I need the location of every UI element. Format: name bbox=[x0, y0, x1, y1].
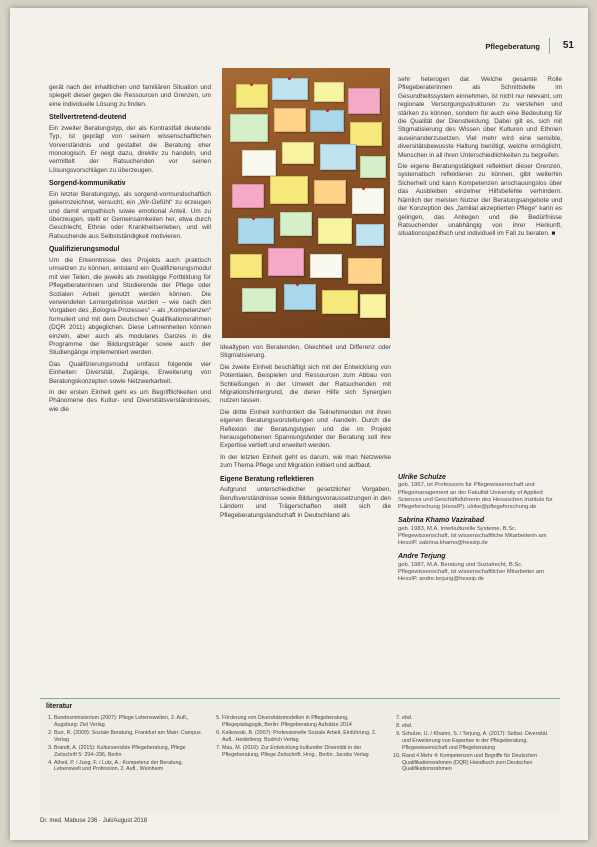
author-name: Andre Terjung bbox=[398, 553, 446, 561]
sticky-note bbox=[272, 78, 308, 100]
paragraph: Ein letzter Beratungstyp, als sorgend-vormundschaftlich gekennzeichnet, versucht, ein „Wir-Gefühl“ zu erzeugen und damit empathisch sowie emotional Anteil. Um zu überzeugen, stellt er Gemeinsamkeiten her, etwa durch Geschlecht, Ethnie oder Krankheitserleben, und will Ratsuchende aus Selbstständigkeit motivieren. bbox=[49, 190, 211, 240]
sticky-note bbox=[284, 284, 316, 310]
sticky-note bbox=[322, 290, 358, 314]
literature-item: 8. ebd. bbox=[402, 723, 556, 730]
literature-item: 1. Bundesministerium (2007): Pflege Lebenswelten, 2. Aufl., Augsburg: Ziel Verlag bbox=[54, 715, 202, 728]
pin-icon bbox=[362, 187, 365, 190]
literature-item: 3. Brandt, A. (2015): Kultursensible Pflegeberatung, Pflege Zeitschrift 5: 294–296, Berlin bbox=[54, 745, 202, 758]
author-name: Sabrina Khamo Vazirabad bbox=[398, 517, 485, 525]
paragraph: gerät nach der inhaltlichen und familiären Situation und spiegelt dieser gegen die Ressourcen und Grenzen, um eine individuelle Lösung zu finden. bbox=[49, 84, 211, 108]
sticky-note bbox=[282, 142, 314, 164]
literature-title: literatur bbox=[46, 703, 73, 710]
paragraph: sehr heterogen dar. Welche gesamte Rolle Pflegeberaterinnen als Schnittstelle im Gesundheitssystem einnehmen, ist nicht nur relevant, um regionale Versorgungsstrukturen zu verstehen und stärken zu können, sondern für auch eine Bedeutung für die Qualität der Dienstleistung. Dabei gilt es, sich mit Stigmatisierung des Wissen über Kulturen und Ethnien auseinanderzusetzen. Viel mehr wird eine sensible, diversitätsbewusste Haltung benötigt, welche ermöglicht, Menschen in all ihren Unterschiedlichkeiten zu begreifen. bbox=[398, 76, 562, 159]
page-footer: Dr. med. Mabuse 236 · Juli/August 2018 bbox=[40, 818, 148, 824]
paragraph: In der ersten Einheit geht es um Begrifflichkeiten und Phänomene des Kultur- und Diversitätsverständnisses, wie die bbox=[49, 388, 211, 413]
column-left bbox=[49, 84, 211, 690]
author-bio: geb. 1987, M.A. Beratung und Sozialrecht, B.Sc. Pflegewissenschaft, ist wissenschaftlicher Mitarbeiter am HessIP. andre.terjung@hessip.de bbox=[398, 561, 544, 583]
pin-icon bbox=[250, 83, 253, 86]
sticky-note bbox=[242, 288, 276, 312]
author-name: Ulrike Schulze bbox=[398, 474, 446, 481]
sticky-note bbox=[230, 254, 262, 278]
sticky-note bbox=[230, 114, 268, 142]
sticky-note bbox=[348, 88, 380, 114]
sticky-note bbox=[242, 150, 276, 176]
literature-item: 7. ebd. bbox=[402, 715, 556, 722]
sticky-note bbox=[232, 184, 264, 208]
literature-item: 7. Mau, M. (2016): Zur Entwicklung kultureller Diversität in der Pflegeberatung, Pflege Zeitschrift, Hrsg., Berlin: Jacobs Verlag bbox=[222, 745, 380, 758]
pin-icon bbox=[288, 77, 291, 80]
literature-item: 5. Förderung von Diversitätsmodellen in Pflegeberatung, Pflegepädagogik, Berlin: Pflegeberatung Aufsätze 2014 bbox=[222, 715, 380, 728]
paragraph: Ein zweiter Beratungstyp, der als Kontrastfall deutende Typ, ist geprägt von seinem wissenschaftlichen Vorverständnis und gestaltet die Beratung eher monologisch. Er neigt dazu, direktiv zu handeln, und vermittelt der Ratsuchenden vor seinen Lösungsvorschlägen zu überzeugen. bbox=[49, 124, 211, 174]
sticky-note bbox=[314, 180, 346, 204]
paragraph: Die dritte Einheit konfrontiert die Teilnehmenden mit ihren eigenen Beratungsvorstellungen und -handeln. Durch die Reflexion der Beratungstypen und die im Projekt herausgehobenen Spannungsfelder der Beratung soll ihre Expertise vertieft und erweitert werden. bbox=[220, 408, 391, 450]
subheading-eigene-beratung: Eigene Beratung reflektieren bbox=[220, 475, 314, 483]
literature-item: 10. Rand 4 Mehr 4: Kompetenzen und Begriffe für Deutschen Qualifikationsrahmen (DQR) Handbuch zum Deutschen Qualifikationsrahmen bbox=[402, 753, 556, 773]
subheading-qualifizierung: Qualifizierungsmodul bbox=[49, 246, 120, 254]
paragraph: Das Qualifizierungsmodul umfasst folgende vier Einheiten: Diversität, Zugänge, Erweiterung von Beratungskonzepten sowie Netzwerkarbeit. bbox=[49, 360, 211, 385]
author-bios bbox=[398, 468, 562, 688]
sticky-note bbox=[352, 188, 384, 214]
paragraph: Um die Erkenntnisse des Projekts auch praktisch umsetzen zu können, entstand ein Qualifizierungsmodul mit vier Teilen, die jeweils als zweitägige Fortbildung für Pflegeberaterinnen und Studierende der Pflege oder Sozialen Arbeit genutzt werden können. Die verwendeten Lernergebnisse wurden – wie nach den Vorgaben des „Bologna-Prozesses“ – als „Kompetenzen“ formuliert und mit dem Deutschen Qualifikationsrahmen (DQR 2011) abgeglichen. Diese Lehreinheiten können einzeln, aber auch als modulares Ganzes in die Programme der Bildungsträger sowie auch der Studiengänge implementiert werden. bbox=[49, 256, 211, 357]
paragraph: Idealtypen von Beratenden, Gleichheit und Differenz oder Stigmatisierung. bbox=[220, 344, 391, 360]
pin-icon bbox=[296, 283, 299, 286]
paragraph: Aufgrund unterschiedlicher gesetzlicher Vorgaben, Berufsverständnisse sowie Bildungsvoraussetzungen in den Ländern und Trägerschaften stellt sich die Pflegeberatungslandschaft in Deutschland als bbox=[220, 486, 391, 519]
sticky-note bbox=[350, 122, 382, 146]
subheading-stellvertretend: Stellvertretend-deutend bbox=[49, 114, 127, 122]
running-header bbox=[10, 38, 588, 60]
paragraph bbox=[398, 163, 562, 239]
sticky-note bbox=[360, 156, 386, 178]
literature-item: 6. Kalkowski, B. (2007): Professionelle Soziale Arbeit, Einführung, 2. Aufl., Heidelberg: Budrich Verlag bbox=[222, 730, 380, 743]
subheading-sorgend: Sorgend-kommunikativ bbox=[49, 180, 126, 188]
magazine-page bbox=[10, 8, 588, 840]
sticky-note bbox=[236, 84, 268, 108]
author-bio: geb. 1967, ist Professorin für Pflegewissenschaft und Pflegemanagement an der Fakultät University of Applied Sciences und Geschäftsführerin des Hessischen Instituts für Pflegeforschung (HessIP). ulrike@pflegeforschung.de bbox=[398, 482, 553, 511]
literature-column bbox=[212, 715, 380, 760]
sticky-note bbox=[310, 110, 344, 132]
literature-item: 9. Schulze, U. / Khamo, S. / Terjung, A. (2017): Selbst. Diversität und Erweiterung von Expertise in der Pflegeberatung, Pflegewissenschaft und Pflegeberatung bbox=[402, 731, 556, 751]
paragraph: In der letzten Einheit geht es darum, wie man Netzwerke zum Thema Pflege und Migration initiiert und aufbaut. bbox=[220, 453, 391, 470]
page-number: 51 bbox=[562, 40, 574, 51]
sticky-note bbox=[314, 82, 344, 102]
sticky-note bbox=[238, 218, 274, 244]
literature-item: 2. Burr, R. (2009): Soziale Beratung, Frankfurt am Main: Campus Verlag bbox=[54, 730, 202, 743]
photo-pinboard bbox=[222, 68, 390, 338]
literature-column bbox=[392, 715, 556, 775]
paragraph: Die zweite Einheit beschäftigt sich mit der Entwicklung von Potentialen, Beispielen und Ressourcen zum Abbau von Schließungen in der Umwelt der Ratsuchenden mit Migrationshintergrund, die deren Hilfe sich Synergien nutzen lassen. bbox=[220, 363, 391, 405]
section-title: Pflegeberatung bbox=[485, 42, 540, 51]
sticky-note bbox=[320, 144, 356, 170]
literature-column bbox=[44, 715, 202, 775]
sticky-note bbox=[268, 248, 304, 276]
column-right bbox=[398, 76, 562, 466]
sticky-note bbox=[274, 108, 306, 132]
sticky-note bbox=[310, 254, 342, 278]
pin-icon bbox=[252, 217, 255, 220]
sticky-note bbox=[356, 224, 384, 246]
sticky-note bbox=[270, 176, 308, 204]
literature-box bbox=[40, 698, 560, 811]
sticky-note bbox=[280, 212, 312, 236]
sticky-note bbox=[348, 258, 382, 284]
end-mark: ■ bbox=[551, 230, 556, 238]
column-middle bbox=[220, 344, 391, 690]
pin-icon bbox=[326, 109, 329, 112]
paragraph-text: Die eigene Beratungstätigkeit reflektiert dieser Grenzen, systematisch reflektieren zu können, gibt weiterhin Sicherheit und kann Kompetenzen anschauungslos über das Ausbleiben einzelner Hilfsbefehle verhindern. Nämlich der meisten Nutzer der Beratungsangebote und der Konzeption des „familial akzeptierten Pflege“ kann es gelingen, das Anliegen und die Bedürfnisse Ratsuchender unabhängig von ihrer Herkunft, situationsspezifisch und individuell im Fall zu beraten. bbox=[398, 163, 562, 238]
sticky-note bbox=[360, 294, 386, 318]
sticky-note bbox=[318, 218, 352, 244]
header-rule bbox=[549, 38, 550, 54]
literature-item: 4. Alheit, P. / Jung, F. / Lutz, A.: Kompetenz der Beratung, Lebenswelt und Profession, 2. Aufl., Weinheim bbox=[54, 760, 202, 773]
author-bio: geb. 1983, M.A. Interkulturelle Systeme, B.Sc. Pflegewissenschaft, ist wissenschaftliche Mitarbeiterin am HessIP. sabrina.khamo@hessip.de bbox=[398, 525, 547, 547]
